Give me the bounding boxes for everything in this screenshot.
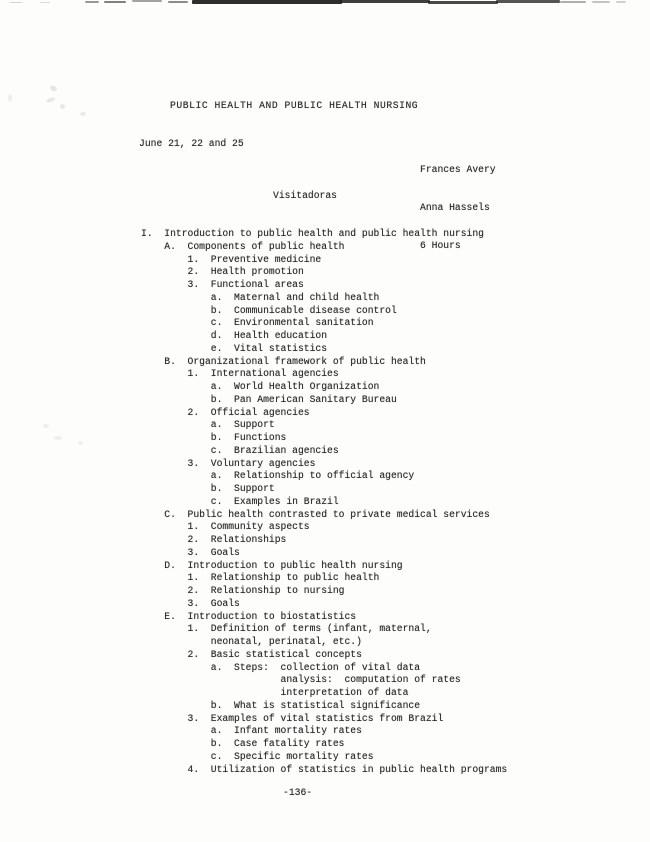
outline-line: 3. Goals <box>141 546 240 558</box>
outline-line: b. Case fatality rates <box>141 738 345 749</box>
outline-line: 3. Goals <box>141 597 240 609</box>
outline-line: a. Infant mortality rates <box>141 725 362 737</box>
outline-line: analysis: computation of rates <box>141 674 461 686</box>
outline-line: B. Organizational framework of public health <box>141 355 426 367</box>
outline-line: c. Specific mortality rates <box>141 750 374 762</box>
outline-line: 2. Official agencies <box>141 406 310 418</box>
outline-line: 2. Relationship to nursing <box>141 585 345 596</box>
document-subtitle: Visitadoras <box>273 190 337 201</box>
course-outline <box>141 228 641 776</box>
course-duration: 6 Hours <box>420 239 461 251</box>
session-dates: June 21, 22 and 25 <box>139 138 244 149</box>
outline-line: 1. Community aspects <box>141 521 310 533</box>
outline-line: b. Functions <box>141 432 287 443</box>
outline-line: b. Support <box>141 483 275 494</box>
outline-line: C. Public health contrasted to private medical services <box>141 508 490 520</box>
outline-line: interpretation of data <box>141 687 409 698</box>
outline-line: 1. International agencies <box>141 368 339 380</box>
page-number: -136- <box>283 787 313 798</box>
instructor-name: Frances Avery <box>420 163 496 175</box>
outline-line: d. Health education <box>141 330 328 341</box>
outline-line: neonatal, perinatal, etc.) <box>141 636 362 647</box>
document-title: PUBLIC HEALTH AND PUBLIC HEALTH NURSING <box>170 100 419 111</box>
outline-line: 3. Voluntary agencies <box>141 457 316 469</box>
outline-line: 2. Health promotion <box>141 266 304 278</box>
outline-line: 2. Basic statistical concepts <box>141 648 362 660</box>
outline-line: 3. Functional areas <box>141 279 304 290</box>
outline-line: 2. Relationships <box>141 534 287 545</box>
outline-line: 4. Utilization of statistics in public health programs <box>141 763 508 775</box>
outline-line: b. Communicable disease control <box>141 304 397 316</box>
outline-line: b. Pan American Sanitary Bureau <box>141 393 397 405</box>
outline-line: a. World Health Organization <box>141 381 380 392</box>
outline-line: a. Steps: collection of vital data <box>141 661 421 673</box>
outline-line: c. Brazilian agencies <box>141 444 339 456</box>
outline-line: 1. Preventive medicine <box>141 253 322 265</box>
outline-line: D. Introduction to public health nursing <box>141 559 403 571</box>
outline-line: c. Environmental sanitation <box>141 317 374 329</box>
outline-line: 1. Definition of terms (infant, maternal, <box>141 623 432 635</box>
instructor-name: Anna Hassels <box>420 201 490 213</box>
outline-line: e. Vital statistics <box>141 342 328 354</box>
outline-line: E. Introduction to biostatistics <box>141 610 357 622</box>
outline-line: a. Maternal and child health <box>141 291 380 303</box>
outline-line: 3. Examples of vital statistics from Brazil <box>141 712 444 724</box>
outline-line: A. Components of public health <box>141 240 345 252</box>
outline-line: a. Relationship to official agency <box>141 470 415 482</box>
outline-line: b. What is statistical significance <box>141 699 421 711</box>
outline-line: a. Support <box>141 419 275 431</box>
outline-line: I. Introduction to public health and public health nursing <box>141 228 484 239</box>
outline-line: c. Examples in Brazil <box>141 495 339 507</box>
outline-line: 1. Relationship to public health <box>141 572 380 584</box>
